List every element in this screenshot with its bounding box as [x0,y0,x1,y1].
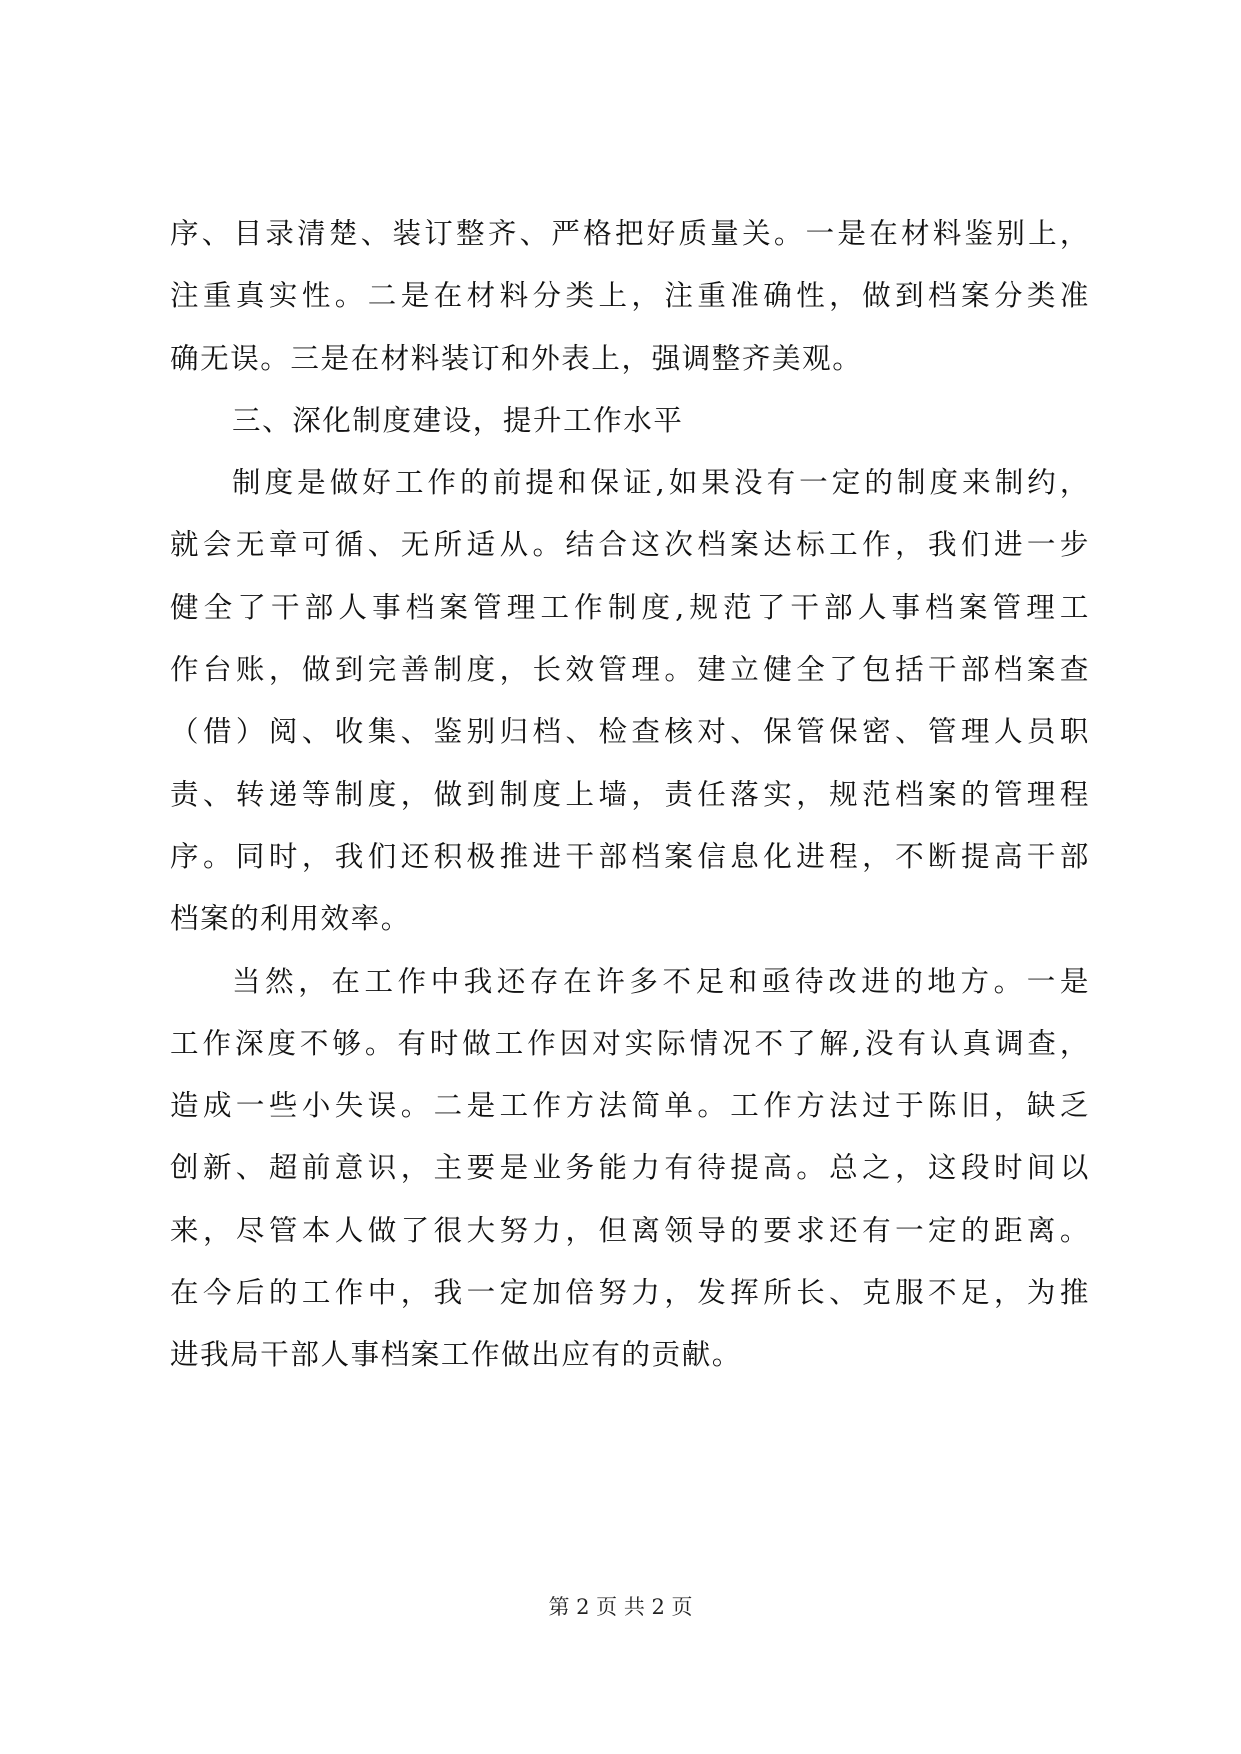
text-line: 注重真实性。二是在材料分类上，注重准确性，做到档案分类准 [170,279,1090,313]
text-line: 造成一些小失误。二是工作方法简单。工作方法过于陈旧，缺乏 [170,1089,1090,1123]
text-line: 作台账，做到完善制度，长效管理。建立健全了包括干部档案查 [170,653,1090,687]
text-line: 责、转递等制度，做到制度上墙，责任落实，规范档案的管理程 [170,777,1090,811]
body-text [170,203,1090,1387]
text-line: 创新、超前意识，主要是业务能力有待提高。总之，这段时间以 [170,1151,1090,1185]
text-line: 来，尽管本人做了很大努力，但离领导的要求还有一定的距离。 [170,1213,1090,1247]
text-line: 序。同时，我们还积极推进干部档案信息化进程，不断提高干部 [170,839,1090,873]
section-heading: 三、深化制度建设，提升工作水平 [232,403,684,437]
text-line: 当然，在工作中我还存在许多不足和亟待改进的地方。一是 [232,964,1090,998]
text-line: 在今后的工作中，我一定加倍努力，发挥所长、克服不足，为推 [170,1276,1090,1310]
text-line: 进我局干部人事档案工作做出应有的贡献。 [170,1338,742,1372]
text-line: 健全了干部人事档案管理工作制度,规范了干部人事档案管理工 [170,590,1090,624]
text-line: 序、目录清楚、装订整齐、严格把好质量关。一是在材料鉴别上， [170,217,1090,250]
text-line: 档案的利用效率。 [170,902,411,936]
page-number-footer: 第 2 页 共 2 页 [548,1595,693,1619]
text-line: 就会无章可循、无所适从。结合这次档案达标工作，我们进一步 [170,528,1090,562]
text-line: 制度是做好工作的前提和保证,如果没有一定的制度来制约， [232,466,1090,500]
text-line: （借）阅、收集、鉴别归档、检查核对、保管保密、管理人员职 [170,715,1090,749]
text-line: 工作深度不够。有时做工作因对实际情况不了解,没有认真调查， [170,1026,1090,1060]
text-line: 确无误。三是在材料装订和外表上，强调整齐美观。 [170,341,863,375]
